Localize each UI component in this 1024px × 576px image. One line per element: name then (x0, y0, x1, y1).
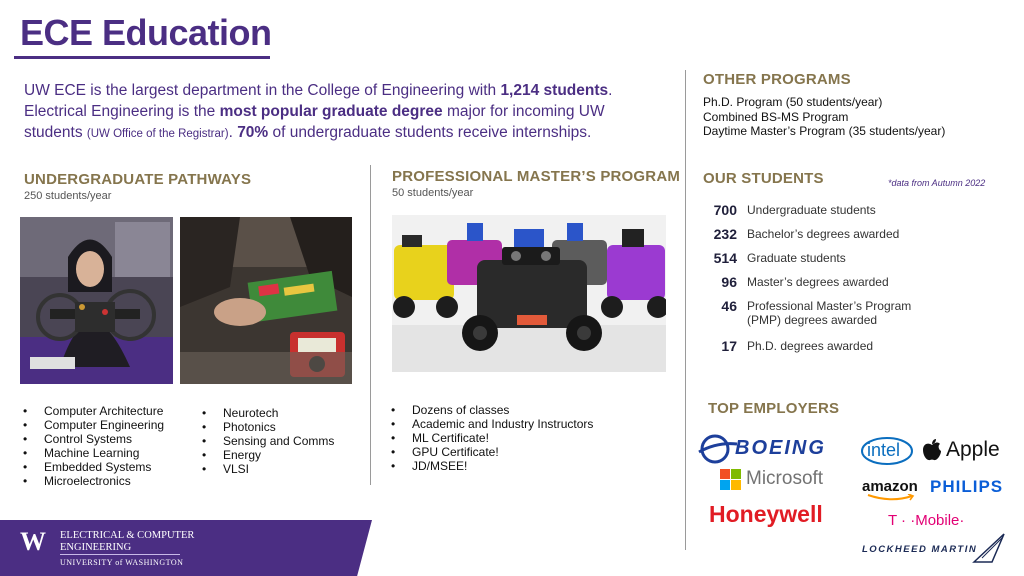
intro-bold-popular: most popular graduate degree (219, 103, 443, 120)
intel-wordmark: intel (867, 440, 901, 460)
list-item: • Academic and Industry Instructors (388, 417, 593, 431)
stat-row (700, 339, 960, 353)
philips-logo: PHILIPS (930, 477, 1004, 496)
lockheed-martin-logo (862, 532, 1007, 566)
list-item: • Machine Learning (20, 446, 164, 460)
student-drone-photo (20, 217, 173, 384)
amazon-smile-icon (866, 494, 916, 502)
stat-label-line-2: (PMP) degrees awarded (747, 313, 878, 327)
pmp-subhead: 50 students/year (392, 187, 474, 199)
microsoft-squares-icon (720, 469, 742, 491)
intro-text-4: . (228, 124, 238, 141)
footer-department-name (60, 530, 194, 554)
amazon-logo (862, 478, 922, 500)
list-item: • JD/MSEE! (388, 459, 593, 473)
lockheed-wordmark: LOCKHEED MARTIN (862, 544, 978, 555)
stat-label-line-1: Professional Master’s Program (747, 299, 912, 313)
amazon-wordmark: amazon (862, 478, 918, 495)
stat-row (700, 251, 960, 265)
boeing-emblem-icon (697, 432, 737, 466)
apple-icon (922, 438, 942, 462)
list-item: • Photonics (199, 420, 334, 434)
intro-text-3: major for incoming UW students (24, 103, 605, 141)
footer-university: UNIVERSITY of WASHINGTON (60, 558, 184, 567)
list-item: • GPU Certificate! (388, 445, 593, 459)
stat-number: 232 (713, 226, 737, 242)
intro-text-1: UW ECE is the largest department in the College of Engineering with (24, 82, 501, 99)
stat-row (700, 203, 960, 217)
list-item: • Computer Engineering (20, 418, 164, 432)
list-item: Daytime Master’s Program (35 students/year) (703, 124, 946, 138)
microsoft-wordmark: Microsoft (746, 468, 824, 489)
list-item: • Computer Architecture (20, 404, 164, 418)
list-item: • Dozens of classes (388, 403, 593, 417)
apple-wordmark: Apple (946, 438, 1000, 461)
intro-source: (UW Office of the Registrar) (86, 128, 229, 140)
stat-label: Master’s degrees awarded (747, 275, 889, 289)
boeing-logo (697, 432, 849, 466)
top-employers-heading: TOP EMPLOYERS (708, 400, 840, 417)
uw-w-mark: W (20, 527, 46, 556)
undergrad-subhead: 250 students/year (24, 190, 112, 202)
circuit-board-photo (180, 217, 352, 384)
intro-bold-percent: 70% (237, 124, 269, 141)
pmp-list (388, 403, 593, 473)
stat-label: Ph.D. degrees awarded (747, 339, 874, 353)
stat-number: 700 (713, 202, 737, 218)
list-item: • Control Systems (20, 432, 164, 446)
list-item: • Microelectronics (20, 474, 164, 488)
footer-divider (60, 554, 180, 555)
undergrad-list-1 (20, 404, 164, 488)
list-item: • Embedded Systems (20, 460, 164, 474)
stat-label: Graduate students (747, 251, 846, 265)
intro-text-2: . Electrical Engineering is the (24, 82, 613, 120)
list-item: Combined BS-MS Program (703, 109, 849, 124)
stat-number: 514 (713, 250, 737, 266)
stat-row (700, 299, 960, 327)
stat-row (700, 227, 960, 241)
stat-number: 17 (721, 338, 737, 354)
intel-logo (860, 434, 914, 468)
stat-label (747, 299, 911, 327)
stat-number: 96 (721, 274, 737, 290)
intro-paragraph (24, 80, 644, 145)
robot-cars-photo (392, 215, 666, 372)
stat-label: Undergraduate students (747, 203, 876, 217)
stat-number: 46 (721, 298, 737, 314)
list-item: • Energy (199, 448, 334, 462)
list-item: • Sensing and Comms (199, 434, 334, 448)
data-footnote: *data from Autumn 2022 (888, 178, 986, 188)
other-programs-heading: OTHER PROGRAMS (703, 71, 851, 88)
page-title: ECE Education (20, 12, 272, 53)
lockheed-star-icon (972, 532, 1006, 566)
undergrad-heading: UNDERGRADUATE PATHWAYS (24, 171, 252, 188)
column-divider-1 (370, 165, 371, 485)
column-divider-2 (685, 70, 686, 550)
list-item: • VLSI (199, 462, 334, 476)
boeing-wordmark: BOEING (735, 437, 826, 459)
stat-row (700, 275, 960, 289)
intro-text-5: of undergraduate students receive internships. (268, 124, 592, 141)
our-students-heading: OUR STUDENTS (703, 170, 824, 187)
tmobile-logo: T · ·Mobile· (888, 512, 965, 529)
intro-bold-students: 1,214 students (500, 82, 609, 99)
list-item: Ph.D. Program (50 students/year) (703, 95, 883, 109)
honeywell-logo: Honeywell (709, 501, 823, 527)
title-underline (14, 56, 270, 59)
uw-logo (20, 529, 50, 555)
undergrad-list-2 (199, 406, 334, 476)
list-item: • ML Certificate! (388, 431, 593, 445)
footer-line-2: ENGINEERING (60, 542, 132, 553)
footer-line-1: ELECTRICAL & COMPUTER (60, 530, 195, 541)
stat-label: Bachelor’s degrees awarded (747, 227, 900, 241)
list-item: • Neurotech (199, 406, 334, 420)
other-programs-list (703, 95, 945, 139)
pmp-heading: PROFESSIONAL MASTER’S PROGRAM (392, 168, 681, 185)
